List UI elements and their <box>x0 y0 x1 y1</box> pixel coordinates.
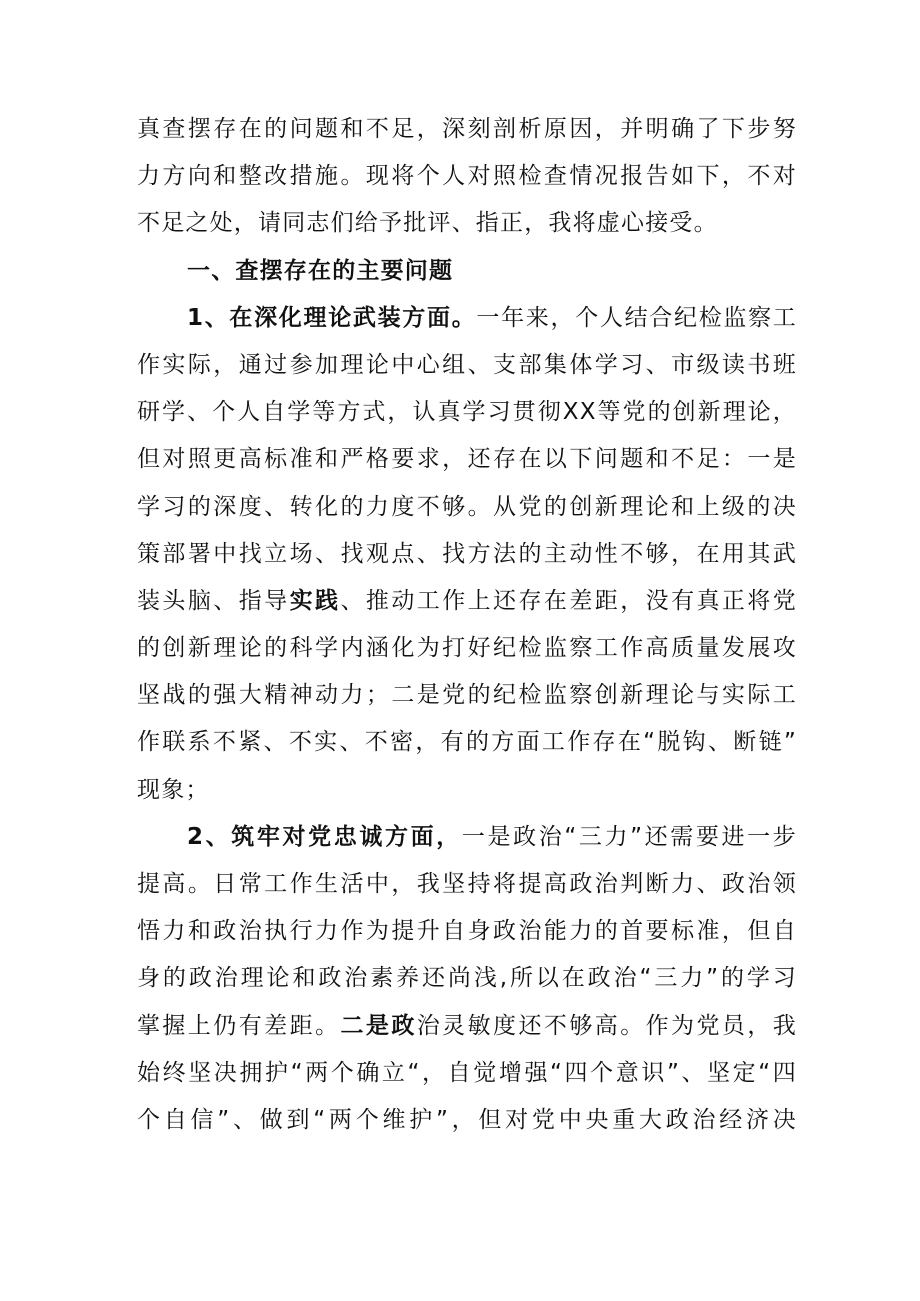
item1-line: 策部署中找立场、找观点、找方法的主动性不够，在用其武 <box>137 540 797 567</box>
item1-first-line <box>137 295 797 342</box>
item2-lead: 2、筑牢对党忠诚方面， <box>187 823 462 850</box>
item1-line: 但对照更高标准和严格要求，还存在以下问题和不足：一是 <box>137 446 797 473</box>
item2-line: 身的政治理论和政治素养还尚浅,所以在政治“三力”的学习 <box>137 965 797 992</box>
intro-line: 力方向和整改措施。现将个人对照检查情况报告如下，不对 <box>137 163 797 190</box>
item2-first-line <box>137 814 797 861</box>
intro-line: 不足之处，请同志们给予批评、指正，我将虚心接受。 <box>137 210 718 237</box>
item1-line: 坚战的强大精神动力；二是党的纪检监察创新理论与实际工 <box>137 682 797 709</box>
item1-text: 装头脑、指导 <box>137 587 290 614</box>
item1-lead: 1、在深化理论武装方面。 <box>187 304 477 331</box>
item1-line: 学习的深度、转化的力度不够。从党的创新理论和上级的决 <box>137 493 797 520</box>
item2-line: 悟力和政治执行力作为提升自身政治能力的首要标准，但自 <box>137 918 797 945</box>
item2-text: 掌握上仍有差距。 <box>137 1012 341 1039</box>
item1-text: 、推动工作上还存在差距，没有真正将党 <box>340 587 797 614</box>
item2-text: 治灵敏度还不够高。作为党员，我 <box>416 1012 797 1039</box>
item2-line: 提高。日常工作生活中，我坚持将提高政治判断力、政治领 <box>137 871 797 897</box>
section-heading: 一、查摆存在的主要问题 <box>187 257 454 284</box>
item1-line: 的创新理论的科学内涵化为打好纪检监察工作高质量发展攻 <box>137 635 797 662</box>
item2-mixed-line <box>137 1003 797 1050</box>
item1-bold-word: 实践 <box>289 587 341 614</box>
document-body <box>137 106 797 1144</box>
item1-line: 作实际，通过参加理论中心组、支部集体学习、市级读书班 <box>137 351 797 378</box>
item2-bold-text: 二是政 <box>340 1012 417 1039</box>
item1-line: 研学、个人自学等方式，认真学习贯彻XX等党的创新理论， <box>137 399 797 426</box>
intro-line: 真查摆存在的问题和不足，深刻剖析原因，并明确了下步努 <box>137 116 797 142</box>
item2-line: 始终坚决拥护“两个确立“，自觉增强“四个意识”、坚定“四 <box>137 1059 797 1086</box>
item1-last-line: 现象； <box>137 776 210 803</box>
item1-bold-word-line <box>137 578 797 625</box>
item1-line: 作联系不紧、不实、不密，有的方面工作存在“脱钩、断链” <box>137 729 797 756</box>
item2-line: 个自信”、做到“两个维护”，但对党中央重大政治经济决 <box>137 1106 797 1133</box>
item2-first-line-text: 一是政治“三力”还需要进一步 <box>461 823 797 850</box>
item1-first-line-text: 一年来，个人结合纪检监察工 <box>476 304 797 331</box>
